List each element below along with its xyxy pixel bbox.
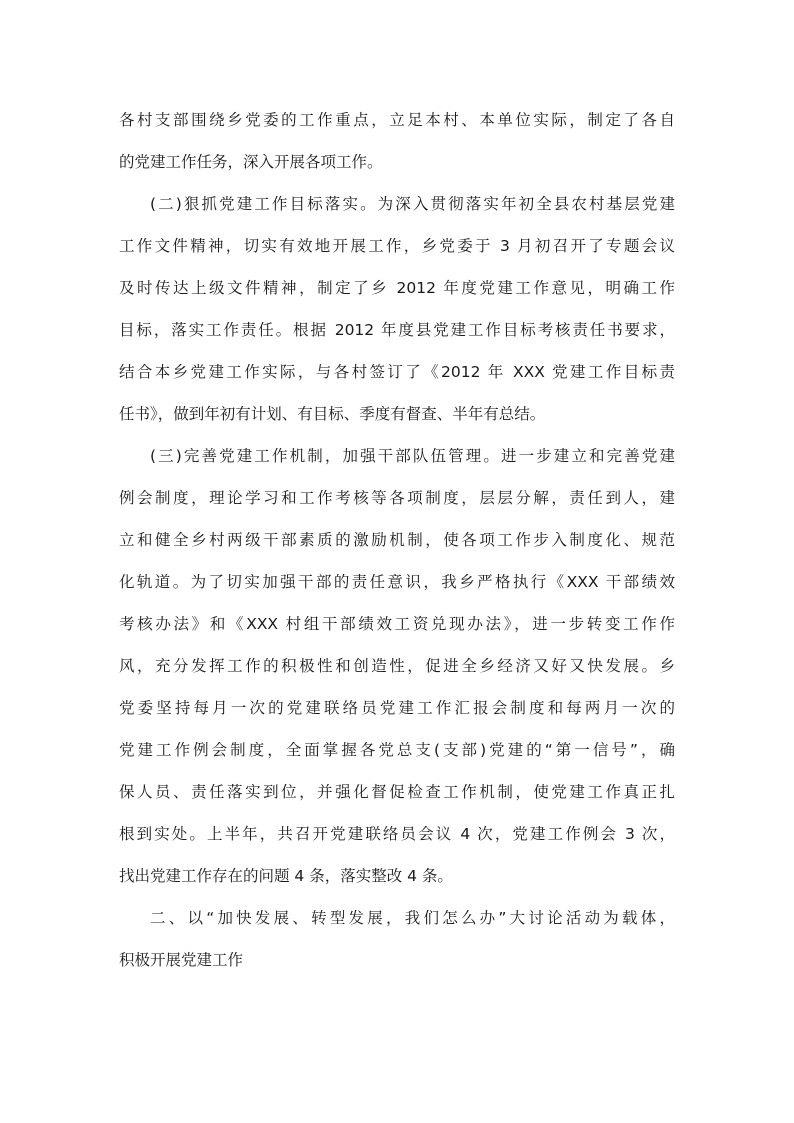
section-heading-line: 二、以“加快发展、转型发展，我们怎么办”大讨论活动为载体， (150, 909, 675, 927)
text-line: (二)狠抓党建工作目标落实。为深入贯彻落实年初全县农村基层党建 (150, 195, 675, 213)
section-heading-line: 积极开展党建工作 (119, 951, 244, 969)
text-line: 找出党建工作存在的问题 4 条，落实整改 4 条。 (119, 867, 453, 885)
text-line: 结合本乡党建工作实际，与各村签订了《2012 年 XXX 党建工作目标责 (119, 363, 675, 381)
text-line: 工作文件精神，切实有效地开展工作，乡党委于 3 月初召开了专题会议 (119, 237, 675, 255)
text-line: 风，充分发挥工作的积极性和创造性，促进全乡经济又好又快发展。乡 (119, 657, 675, 675)
text-line: 根到实处。上半年，共召开党建联络员会议 4 次，党建工作例会 3 次， (119, 825, 675, 843)
text-line: 党委坚持每月一次的党建联络员党建工作汇报会制度和每两月一次的 (119, 699, 675, 717)
text-line: 保人员、责任落实到位，并强化督促检查工作机制，使党建工作真正扎 (119, 783, 675, 801)
body-text (119, 99, 675, 981)
text-line: 各村支部围绕乡党委的工作重点，立足本村、本单位实际，制定了各自 (119, 111, 675, 129)
text-line: 例会制度，理论学习和工作考核等各项制度，层层分解，责任到人，建 (119, 489, 675, 507)
text-line: 及时传达上级文件精神，制定了乡 2012 年度党建工作意见，明确工作 (119, 279, 675, 297)
text-line: 的党建工作任务，深入开展各项工作。 (119, 153, 383, 171)
text-line: 目标，落实工作责任。根据 2012 年度县党建工作目标考核责任书要求， (119, 321, 675, 339)
text-line: 党建工作例会制度，全面掌握各党总支(支部)党建的“第一信号”，确 (119, 741, 675, 759)
text-line: 任书》，做到年初有计划、有目标、季度有督查、半年有总结。 (119, 405, 546, 423)
text-line: 立和健全乡村两级干部素质的激励机制，使各项工作步入制度化、规范 (119, 531, 675, 549)
text-line: (三)完善党建工作机制，加强干部队伍管理。进一步建立和完善党建 (150, 447, 675, 465)
text-line: 化轨道。为了切实加强干部的责任意识，我乡严格执行《XXX 干部绩效 (119, 573, 675, 591)
text-line: 考核办法》和《XXX 村组干部绩效工资兑现办法》，进一步转变工作作 (119, 615, 675, 633)
